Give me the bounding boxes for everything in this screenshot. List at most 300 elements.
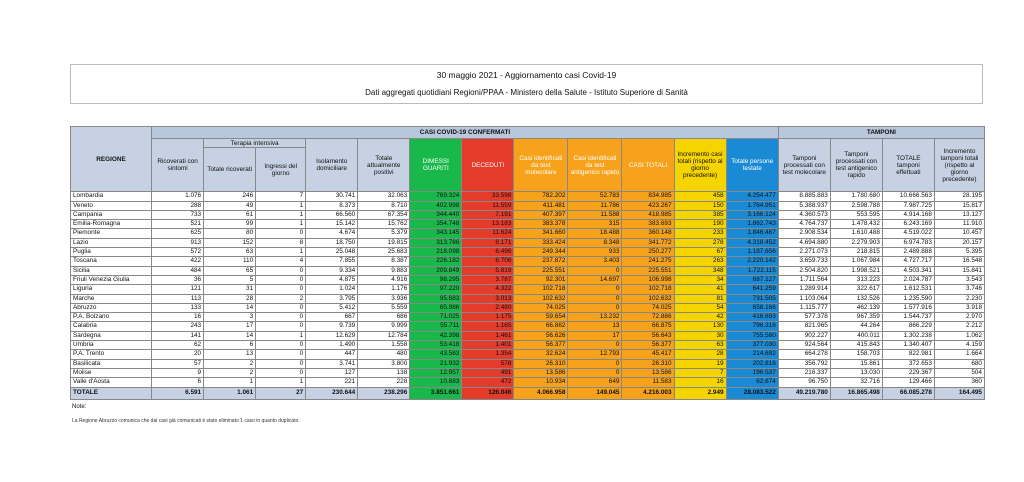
col-header-tamponi-molecolare: Tamponi processati con test molecolare xyxy=(778,139,830,192)
value-cell: 31 xyxy=(204,285,256,294)
table-row xyxy=(71,201,985,210)
value-cell: 924.564 xyxy=(778,341,830,350)
value-cell: 1.764.951 xyxy=(726,201,778,210)
value-cell: 216.337 xyxy=(778,368,830,377)
value-cell: 230.644 xyxy=(306,387,358,399)
value-cell: 190 xyxy=(674,220,726,229)
value-cell: 21.932 xyxy=(410,359,462,368)
region-name-cell: Campania xyxy=(71,210,152,219)
region-name-cell: Liguria xyxy=(71,285,152,294)
value-cell: 63 xyxy=(204,248,256,257)
value-cell: 1.076 xyxy=(152,192,204,201)
value-cell: 202.816 xyxy=(726,359,778,368)
value-cell: 3.918 xyxy=(934,303,984,312)
region-name-cell: Piemonte xyxy=(71,229,152,238)
value-cell: 2.970 xyxy=(934,313,984,322)
value-cell: 6 xyxy=(204,341,256,350)
value-cell: 8.885.883 xyxy=(778,192,830,201)
value-cell: 8 xyxy=(256,238,306,247)
value-cell: 641.259 xyxy=(726,285,778,294)
value-cell: 20.157 xyxy=(934,238,984,247)
value-cell: 1 xyxy=(256,210,306,219)
value-cell: 1.544.737 xyxy=(882,313,934,322)
value-cell: 218.815 xyxy=(830,248,882,257)
col-header-incremento-tamponi: Incremento tamponi totali (rispetto al giorno precedente) xyxy=(934,139,984,192)
value-cell: 0 xyxy=(568,294,622,303)
notes-text: La Regione Abruzzo comunica che dai casi già comunicati è stato eliminato 1 caso in quanto duplicato. xyxy=(72,418,300,424)
col-header-casi-totali: CASI TOTALI xyxy=(622,139,674,192)
region-name-cell: P.A. Bolzano xyxy=(71,313,152,322)
value-cell: 315 xyxy=(568,220,622,229)
notes-label: Note: xyxy=(72,404,87,410)
value-cell: 11.583 xyxy=(622,378,674,387)
value-cell: 402.998 xyxy=(410,201,462,210)
value-cell: 1.340.407 xyxy=(882,341,934,350)
value-cell: 138 xyxy=(358,368,410,377)
value-cell: 11.910 xyxy=(934,220,984,229)
value-cell: 4.875 xyxy=(306,275,358,284)
value-cell: 313.786 xyxy=(410,238,462,247)
value-cell: 53.418 xyxy=(410,341,462,350)
value-cell: 3.741 xyxy=(306,359,358,368)
value-cell: 12.784 xyxy=(358,331,410,340)
value-cell: 45.417 xyxy=(622,350,674,359)
value-cell: 250.277 xyxy=(622,248,674,257)
value-cell: 229.367 xyxy=(882,368,934,377)
value-cell: 3.936 xyxy=(358,294,410,303)
value-cell: 66.560 xyxy=(306,210,358,219)
col-header-persone-testate: Totale persone testate xyxy=(726,139,778,192)
value-cell: 2.598.788 xyxy=(830,201,882,210)
value-cell: 866.229 xyxy=(882,322,934,331)
value-cell: 55.711 xyxy=(410,322,462,331)
value-cell: 5.395 xyxy=(934,248,984,257)
value-cell: 2.480 xyxy=(462,303,514,312)
value-cell: 5.412 xyxy=(306,303,358,312)
value-cell: 1 xyxy=(256,331,306,340)
value-cell: 3.659.733 xyxy=(778,257,830,266)
value-cell: 11.559 xyxy=(462,201,514,210)
table-row xyxy=(71,359,985,368)
value-cell: 2.908.534 xyxy=(778,229,830,238)
region-name-cell: Sardegna xyxy=(71,331,152,340)
value-cell: 1.998.521 xyxy=(830,266,882,275)
value-cell: 26.310 xyxy=(622,359,674,368)
value-cell: 2.212 xyxy=(934,322,984,331)
value-cell: 341.660 xyxy=(514,229,568,238)
col-header-dimessi: DIMESSI GUARITI xyxy=(410,139,462,192)
value-cell: 43.583 xyxy=(410,350,462,359)
table-row xyxy=(71,192,985,201)
value-cell: 3.166.124 xyxy=(726,210,778,219)
value-cell: 755.580 xyxy=(726,331,778,340)
value-cell: 25.048 xyxy=(306,248,358,257)
value-cell: 0 xyxy=(256,368,306,377)
table-body xyxy=(71,192,985,399)
value-cell: 263 xyxy=(674,257,726,266)
region-name-cell: Toscana xyxy=(71,257,152,266)
value-cell: 6.591 xyxy=(152,387,204,399)
value-cell: 209.849 xyxy=(410,266,462,275)
value-cell: 3 xyxy=(204,313,256,322)
value-cell: 4.216.003 xyxy=(622,387,674,399)
value-cell: 1.612.531 xyxy=(882,285,934,294)
value-cell: 1.780.680 xyxy=(830,192,882,201)
table-row xyxy=(71,331,985,340)
value-cell: 1.846.467 xyxy=(726,229,778,238)
region-name-cell: Sicilia xyxy=(71,266,152,275)
value-cell: 447 xyxy=(306,350,358,359)
value-cell: 0 xyxy=(568,266,622,275)
value-cell: 4.914.168 xyxy=(882,210,934,219)
value-cell: 74.025 xyxy=(622,303,674,312)
value-cell: 1.187.656 xyxy=(726,248,778,257)
value-cell: 1.664 xyxy=(934,350,984,359)
value-cell: 63 xyxy=(674,341,726,350)
value-cell: 4.159 xyxy=(934,341,984,350)
table-row xyxy=(71,248,985,257)
value-cell: 9.739 xyxy=(306,322,358,331)
value-cell: 6.706 xyxy=(462,257,514,266)
value-cell: 19.815 xyxy=(358,238,410,247)
value-cell: 14 xyxy=(204,303,256,312)
value-cell: 141 xyxy=(152,331,204,340)
value-cell: 113 xyxy=(152,294,204,303)
value-cell: 313.223 xyxy=(830,275,882,284)
value-cell: 416.693 xyxy=(726,313,778,322)
value-cell: 42 xyxy=(674,313,726,322)
value-cell: 0 xyxy=(568,341,622,350)
value-cell: 36 xyxy=(152,275,204,284)
value-cell: 14.697 xyxy=(568,275,622,284)
value-cell: 2.024.787 xyxy=(882,275,934,284)
value-cell: 18.750 xyxy=(306,238,358,247)
table-row xyxy=(71,313,985,322)
report-subtitle: Dati aggregati quotidiani Regioni/PPAA - Ministero della Salute - Istituto Superiore di Sanità xyxy=(365,88,688,97)
value-cell: 27 xyxy=(256,387,306,399)
col-header-regione: REGIONE xyxy=(71,127,152,192)
col-header-attualmente-positivi: Totale attualmente positivi xyxy=(358,139,410,192)
value-cell: 226.182 xyxy=(410,257,462,266)
value-cell: 32.716 xyxy=(830,378,882,387)
value-cell: 52.783 xyxy=(568,192,622,201)
value-cell: 17 xyxy=(204,322,256,331)
table-row xyxy=(71,294,985,303)
value-cell: 3.403 xyxy=(568,257,622,266)
region-name-cell: TOTALE xyxy=(71,387,152,399)
value-cell: 98.295 xyxy=(410,275,462,284)
value-cell: 6.243.169 xyxy=(882,220,934,229)
value-cell: 12.957 xyxy=(410,368,462,377)
value-cell: 133 xyxy=(152,303,204,312)
value-cell: 28.083.522 xyxy=(726,387,778,399)
value-cell: 2.230 xyxy=(934,294,984,303)
value-cell: 400.011 xyxy=(830,331,882,340)
value-cell: 13.127 xyxy=(934,210,984,219)
value-cell: 2 xyxy=(256,294,306,303)
value-cell: 333.424 xyxy=(514,238,568,247)
value-cell: 731.505 xyxy=(726,294,778,303)
group-header-casi: CASI COVID-19 CONFERMATI xyxy=(152,127,779,139)
value-cell: 121 xyxy=(152,285,204,294)
value-cell: 821.965 xyxy=(778,322,830,331)
value-cell: 2.279.903 xyxy=(830,238,882,247)
value-cell: 214.692 xyxy=(726,350,778,359)
table-row xyxy=(71,303,985,312)
value-cell: 42.398 xyxy=(410,331,462,340)
value-cell: 377.030 xyxy=(726,341,778,350)
value-cell: 4.519.022 xyxy=(882,229,934,238)
value-cell: 32.624 xyxy=(514,350,568,359)
value-cell: 1.302.238 xyxy=(882,331,934,340)
value-cell: 0 xyxy=(568,303,622,312)
value-cell: 33.598 xyxy=(462,192,514,201)
value-cell: 3.746 xyxy=(934,285,984,294)
value-cell: 67 xyxy=(674,248,726,257)
col-header-tamponi-antigenico: Tamponi processati con test antigenico rapido xyxy=(830,139,882,192)
value-cell: 933 xyxy=(568,248,622,257)
col-header-molecolare: Casi identificati da test molecolare xyxy=(514,139,568,192)
value-cell: 422 xyxy=(152,257,204,266)
value-cell: 16 xyxy=(674,378,726,387)
value-cell: 99 xyxy=(204,220,256,229)
value-cell: 15.817 xyxy=(934,201,984,210)
value-cell: 0 xyxy=(256,266,306,275)
value-cell: 67.354 xyxy=(358,210,410,219)
region-name-cell: Calabria xyxy=(71,322,152,331)
value-cell: 1.103.064 xyxy=(778,294,830,303)
value-cell: 66.085.278 xyxy=(882,387,934,399)
value-cell: 4.503.341 xyxy=(882,266,934,275)
value-cell: 372.653 xyxy=(882,359,934,368)
value-cell: 150 xyxy=(674,201,726,210)
value-cell: 2 xyxy=(204,368,256,377)
value-cell: 649 xyxy=(568,378,622,387)
value-cell: 9.999 xyxy=(358,322,410,331)
region-name-cell: Basilicata xyxy=(71,359,152,368)
value-cell: 411.481 xyxy=(514,201,568,210)
table-row xyxy=(71,341,985,350)
value-cell: 13.183 xyxy=(462,220,514,229)
value-cell: 11.786 xyxy=(568,201,622,210)
value-cell: 4.322 xyxy=(462,285,514,294)
region-name-cell: Abruzzo xyxy=(71,303,152,312)
value-cell: 110 xyxy=(204,257,256,266)
value-cell: 4.360.573 xyxy=(778,210,830,219)
value-cell: 81 xyxy=(674,294,726,303)
value-cell: 484 xyxy=(152,266,204,275)
value-cell: 733 xyxy=(152,210,204,219)
value-cell: 1.862.743 xyxy=(726,220,778,229)
table-row xyxy=(71,285,985,294)
value-cell: 3.543 xyxy=(934,275,984,284)
value-cell: 129.466 xyxy=(882,378,934,387)
value-cell: 28 xyxy=(204,294,256,303)
value-cell: 10.934 xyxy=(514,378,568,387)
value-cell: 8.373 xyxy=(306,201,358,210)
value-cell: 0 xyxy=(256,275,306,284)
col-header-antigenico: Casi identificati da test antigenico rapido xyxy=(568,139,622,192)
value-cell: 13.232 xyxy=(568,313,622,322)
value-cell: 130 xyxy=(674,322,726,331)
col-header-incremento-casi: Incremento casi totali (rispetto al giorno precedente) xyxy=(674,139,726,192)
value-cell: 383.378 xyxy=(514,220,568,229)
value-cell: 10.666.563 xyxy=(882,192,934,201)
value-cell: 0 xyxy=(256,341,306,350)
value-cell: 407.397 xyxy=(514,210,568,219)
table-row xyxy=(71,220,985,229)
value-cell: 126.046 xyxy=(462,387,514,399)
value-cell: 243 xyxy=(152,322,204,331)
value-cell: 164.495 xyxy=(934,387,984,399)
value-cell: 132.526 xyxy=(830,294,882,303)
value-cell: 1.176 xyxy=(358,285,410,294)
value-cell: 5.819 xyxy=(462,266,514,275)
value-cell: 97.220 xyxy=(410,285,462,294)
value-cell: 913 xyxy=(152,238,204,247)
value-cell: 491 xyxy=(462,368,514,377)
value-cell: 0 xyxy=(256,350,306,359)
value-cell: 102.632 xyxy=(514,294,568,303)
value-cell: 18.488 xyxy=(568,229,622,238)
value-cell: 3.013 xyxy=(462,294,514,303)
value-cell: 356.792 xyxy=(778,359,830,368)
col-header-totale-ricoverati: Totale ricoverati xyxy=(204,148,256,192)
value-cell: 225.551 xyxy=(622,266,674,275)
col-header-ingressi: Ingressi del giorno xyxy=(256,148,306,192)
value-cell: 1.289.914 xyxy=(778,285,830,294)
value-cell: 2.220.142 xyxy=(726,257,778,266)
value-cell: 322.617 xyxy=(830,285,882,294)
value-cell: 658.166 xyxy=(726,303,778,312)
value-cell: 8.171 xyxy=(462,238,514,247)
value-cell: 32.063 xyxy=(358,192,410,201)
region-name-cell: Umbria xyxy=(71,341,152,350)
value-cell: 10.883 xyxy=(410,378,462,387)
value-cell: 30.741 xyxy=(306,192,358,201)
value-cell: 28.195 xyxy=(934,192,984,201)
value-cell: 1 xyxy=(256,220,306,229)
value-cell: 3.851.661 xyxy=(410,387,462,399)
group-header-tamponi: TAMPONI xyxy=(778,127,984,139)
value-cell: 218.098 xyxy=(410,248,462,257)
value-cell: 0 xyxy=(568,285,622,294)
value-cell: 41 xyxy=(674,285,726,294)
value-cell: 664.278 xyxy=(778,350,830,359)
value-cell: 30 xyxy=(674,331,726,340)
value-cell: 288 xyxy=(152,201,204,210)
value-cell: 102.718 xyxy=(514,285,568,294)
value-cell: 1.711.564 xyxy=(778,275,830,284)
value-cell: 5.379 xyxy=(358,229,410,238)
value-cell: 28 xyxy=(674,350,726,359)
value-cell: 95.683 xyxy=(410,294,462,303)
value-cell: 521 xyxy=(152,220,204,229)
table-row xyxy=(71,350,985,359)
value-cell: 56.377 xyxy=(514,341,568,350)
value-cell: 0 xyxy=(256,322,306,331)
value-cell: 65 xyxy=(204,266,256,275)
value-cell: 2.271.073 xyxy=(778,248,830,257)
value-cell: 9.334 xyxy=(306,266,358,275)
value-cell: 4.318.452 xyxy=(726,238,778,247)
value-cell: 56.626 xyxy=(514,331,568,340)
value-cell: 62.674 xyxy=(726,378,778,387)
value-cell: 102.632 xyxy=(622,294,674,303)
value-cell: 106.998 xyxy=(622,275,674,284)
value-cell: 423.267 xyxy=(622,201,674,210)
value-cell: 7.191 xyxy=(462,210,514,219)
value-cell: 6.974.783 xyxy=(882,238,934,247)
value-cell: 0 xyxy=(568,368,622,377)
value-cell: 8.710 xyxy=(358,201,410,210)
value-cell: 1.610.488 xyxy=(830,229,882,238)
region-name-cell: Marche xyxy=(71,294,152,303)
value-cell: 16 xyxy=(152,313,204,322)
value-cell: 4.694.880 xyxy=(778,238,830,247)
value-cell: 341.772 xyxy=(622,238,674,247)
value-cell: 2.949 xyxy=(674,387,726,399)
value-cell: 59.654 xyxy=(514,313,568,322)
report-title: 30 maggio 2021 - Aggiornamento casi Covid-19 xyxy=(436,70,617,80)
value-cell: 504 xyxy=(934,368,984,377)
value-cell: 1.067.984 xyxy=(830,257,882,266)
value-cell: 3.787 xyxy=(462,275,514,284)
table-row xyxy=(71,275,985,284)
table-row xyxy=(71,210,985,219)
value-cell: 4.916 xyxy=(358,275,410,284)
value-cell: 3.800 xyxy=(358,359,410,368)
value-cell: 0 xyxy=(256,229,306,238)
value-cell: 385 xyxy=(674,210,726,219)
value-cell: 56.377 xyxy=(622,341,674,350)
table-row xyxy=(71,322,985,331)
value-cell: 11.624 xyxy=(462,229,514,238)
value-cell: 383.693 xyxy=(622,220,674,229)
value-cell: 782.202 xyxy=(514,192,568,201)
value-cell: 13.586 xyxy=(514,368,568,377)
value-cell: 1 xyxy=(256,378,306,387)
value-cell: 4.764.737 xyxy=(778,220,830,229)
value-cell: 344.440 xyxy=(410,210,462,219)
value-cell: 1.115.777 xyxy=(778,303,830,312)
value-cell: 769.324 xyxy=(410,192,462,201)
value-cell: 44.264 xyxy=(830,322,882,331)
value-cell: 1.461 xyxy=(462,331,514,340)
value-cell: 196.537 xyxy=(726,368,778,377)
value-cell: 4.066.958 xyxy=(514,387,568,399)
value-cell: 572 xyxy=(152,248,204,257)
value-cell: 249.344 xyxy=(514,248,568,257)
value-cell: 2.504.820 xyxy=(778,266,830,275)
value-cell: 1 xyxy=(256,201,306,210)
region-name-cell: Veneto xyxy=(71,201,152,210)
value-cell: 0 xyxy=(256,303,306,312)
value-cell: 56.643 xyxy=(622,331,674,340)
region-name-cell: Molise xyxy=(71,368,152,377)
value-cell: 225.551 xyxy=(514,266,568,275)
value-cell: 246 xyxy=(204,192,256,201)
value-cell: 625 xyxy=(152,229,204,238)
value-cell: 12.629 xyxy=(306,331,358,340)
value-cell: 0 xyxy=(568,359,622,368)
value-cell: 11.588 xyxy=(568,210,622,219)
region-name-cell: Emilia-Romagna xyxy=(71,220,152,229)
value-cell: 1 xyxy=(204,378,256,387)
value-cell: 348 xyxy=(674,266,726,275)
value-cell: 2 xyxy=(204,359,256,368)
value-cell: 34 xyxy=(674,275,726,284)
